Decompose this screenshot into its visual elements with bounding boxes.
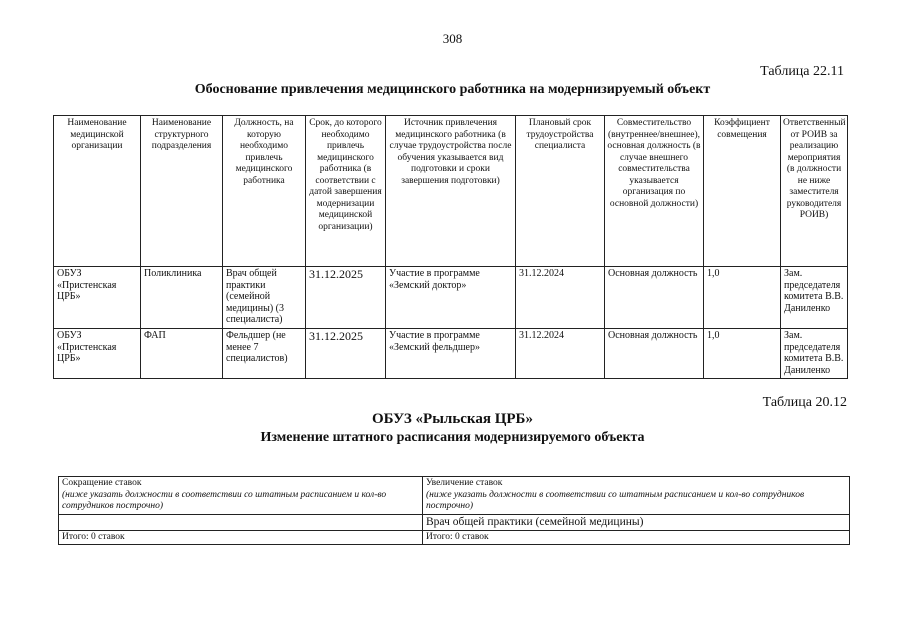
cell-org: ОБУЗ «Пристенская ЦРБ» — [54, 329, 141, 379]
table-title: Изменение штатного расписания модернизируемого объекта — [260, 430, 645, 445]
header-unit: Наименование структурного подразделения — [141, 116, 223, 267]
reduction-item-empty — [59, 514, 423, 530]
table-total-row — [59, 530, 850, 545]
header-combination: Совместительство (внутреннее/внешнее), основная должность (в случае внешнего совместительства указывается организация по основной должности) — [605, 116, 704, 267]
table-header-row — [54, 116, 848, 267]
cell-org: ОБУЗ «Пристенская ЦРБ» — [54, 267, 141, 329]
table-number-label: Таблица 22.11 — [760, 64, 844, 79]
header-coefficient: Коэффициент совмещения — [704, 116, 781, 267]
increase-item: Врач общей практики (семейной медицины) — [423, 514, 850, 530]
header-org: Наименование медицинской организации — [54, 116, 141, 267]
cell-position: Врач общей практики (семейной медицины) (3 специалиста) — [223, 267, 306, 329]
reduction-header-cell — [59, 477, 423, 515]
cell-source: Участие в программе «Земский доктор» — [386, 267, 516, 329]
cell-unit: ФАП — [141, 329, 223, 379]
increase-note: (ниже указать должности в соответствии со штатным расписанием и кол-во сотрудников построчно) — [426, 489, 805, 511]
header-responsible: Ответственный от РОИВ за реализацию мероприятия (в должности не ниже заместителя руководителя РОИВ) — [781, 116, 848, 267]
table-header-row — [59, 477, 850, 515]
cell-deadline: 31.12.2025 — [306, 267, 386, 329]
table-title: Обоснование привлечения медицинского работника на модернизируемый объект — [194, 82, 711, 97]
table-number-label: Таблица 20.12 — [762, 395, 847, 410]
header-deadline: Срок, до которого необходимо привлечь медицинского работника (в соответствии с датой завершения модернизации медицинской организации) — [306, 116, 386, 267]
table-row — [54, 329, 848, 379]
cell-coefficient: 1,0 — [704, 267, 781, 329]
organization-title: ОБУЗ «Рыльская ЦРБ» — [372, 411, 533, 427]
header-source: Источник привлечения медицинского работника (в случае трудоустройства после обучения указывается вид подготовки и сроки завершения подготовки) — [386, 116, 516, 267]
table-row — [54, 267, 848, 329]
cell-combination: Основная должность — [605, 329, 704, 379]
reduction-total: Итого: 0 ставок — [59, 530, 423, 545]
cell-unit: Поликлиника — [141, 267, 223, 329]
staffing-justification-table — [53, 115, 848, 379]
cell-source: Участие в программе «Земский фельдшер» — [386, 329, 516, 379]
cell-combination: Основная должность — [605, 267, 704, 329]
page-number: 308 — [442, 31, 463, 46]
increase-header: Увеличение ставок — [426, 478, 503, 488]
reduction-note: (ниже указать должности в соответствии со штатным расписанием и кол-во сотрудников построчно) — [62, 489, 387, 511]
cell-planned-date: 31.12.2024 — [516, 329, 605, 379]
increase-total: Итого: 0 ставок — [423, 530, 850, 545]
cell-responsible: Зам. председателя комитета В.В. Даниленко — [781, 267, 848, 329]
increase-header-cell — [423, 477, 850, 515]
cell-responsible: Зам. председателя комитета В.В. Даниленко — [781, 329, 848, 379]
cell-coefficient: 1,0 — [704, 329, 781, 379]
staffing-change-table — [58, 476, 850, 545]
reduction-header: Сокращение ставок — [62, 478, 142, 488]
header-position: Должность, на которую необходимо привлечь медицинского работника — [223, 116, 306, 267]
cell-deadline: 31.12.2025 — [306, 329, 386, 379]
table-row — [59, 514, 850, 530]
header-planned-date: Плановый срок трудоустройства специалиста — [516, 116, 605, 267]
cell-position: Фельдшер (не менее 7 специалистов) — [223, 329, 306, 379]
cell-planned-date: 31.12.2024 — [516, 267, 605, 329]
